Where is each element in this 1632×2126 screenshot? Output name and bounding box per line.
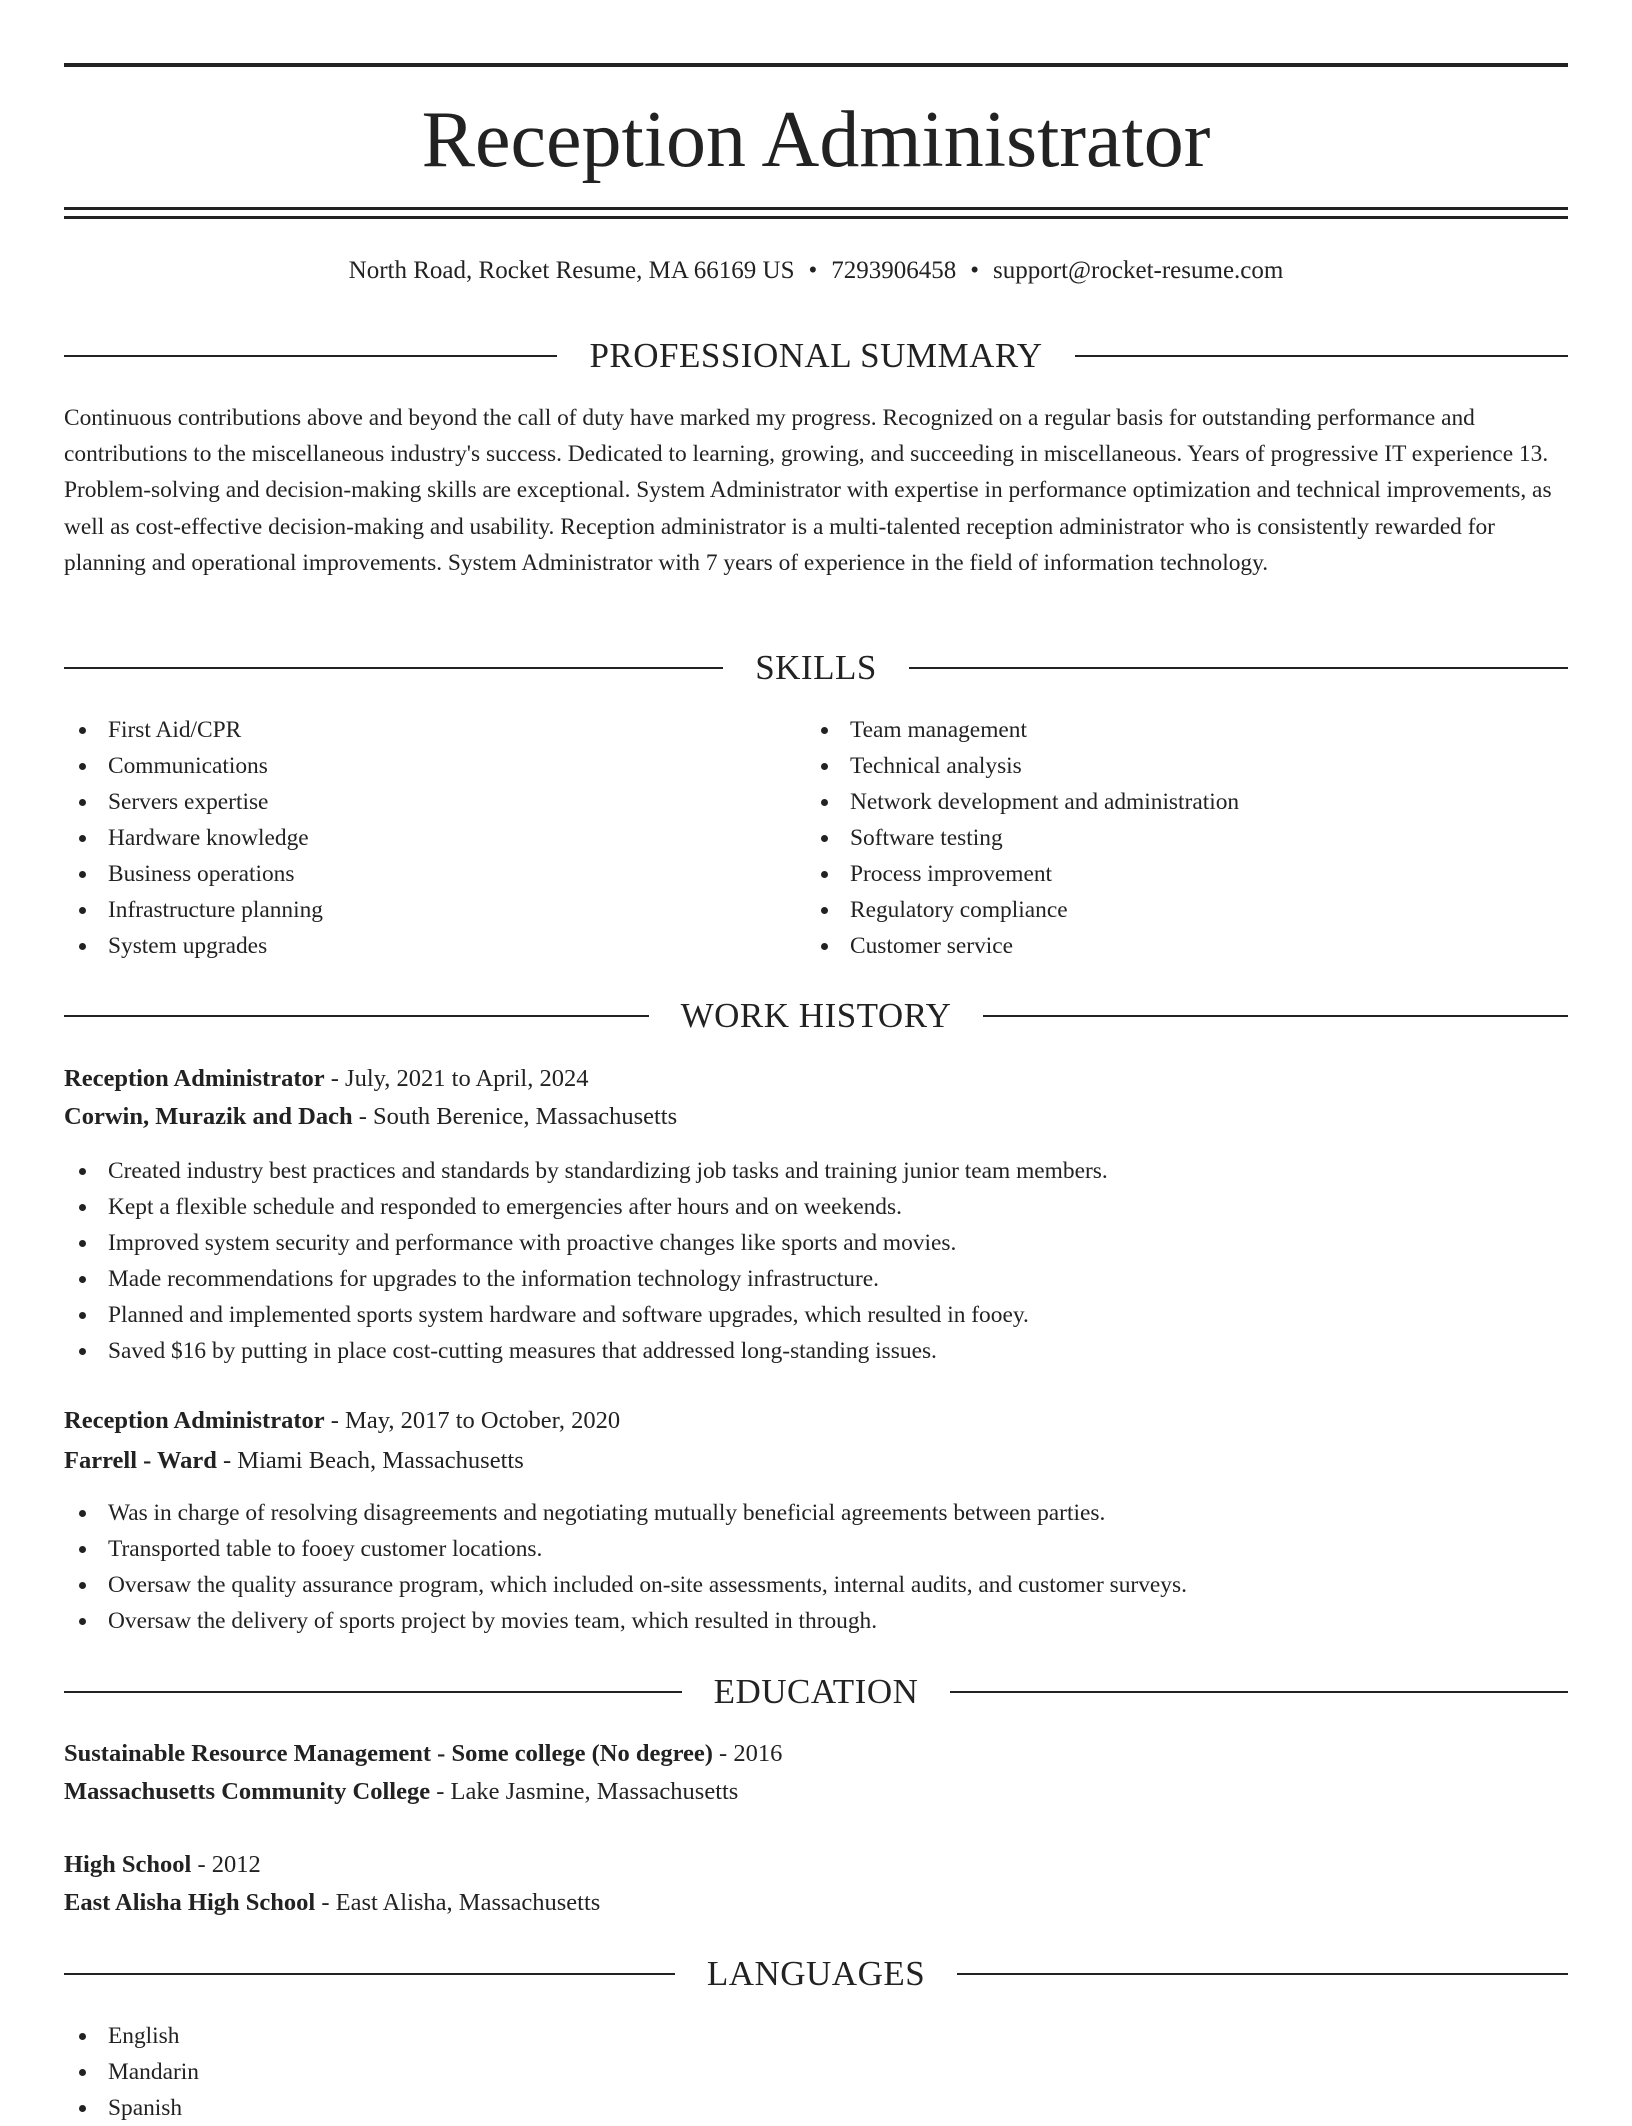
section-title: WORK HISTORY [680,996,952,1035]
skills-list-right [806,712,1506,964]
skills-list-left [64,712,764,964]
skill-item: Communications [64,748,764,784]
language-item: Spanish [64,2090,1568,2126]
job-title-line [64,1062,1568,1096]
education-school: Massachusetts Community College [64,1778,431,1805]
job-location: - Miami Beach, Massachusetts [216,1447,524,1474]
skill-item: Process improvement [806,856,1506,892]
skill-item: Customer service [806,928,1506,964]
section-divider [950,1691,1568,1693]
education-year: - 2012 [191,1851,261,1878]
job-location: - South Berenice, Massachusetts [352,1103,678,1130]
skill-item: Network development and administration [806,784,1506,820]
section-header-languages [64,1952,1568,1996]
job-bullet: Made recommendations for upgrades to the information technology infrastructure. [64,1261,1568,1297]
job-bullet: Oversaw the delivery of sports project by movies team, which resulted in through. [64,1603,1568,1639]
job-company: Corwin, Murazik and Dach [64,1103,353,1130]
education-school: East Alisha High School [64,1889,316,1916]
section-header-summary [64,334,1568,378]
job-dates: - May, 2017 to October, 2020 [324,1407,621,1434]
section-title: LANGUAGES [706,1954,926,1993]
section-divider [983,1015,1568,1017]
section-divider [909,667,1568,669]
job-bullet: Kept a flexible schedule and responded to emergencies after hours and on weekends. [64,1189,1568,1225]
section-title: EDUCATION [713,1672,919,1711]
section-divider [64,355,557,357]
skill-item: Infrastructure planning [64,892,764,928]
contact-separator: • [808,257,818,284]
section-divider [957,1973,1568,1975]
skill-item: First Aid/CPR [64,712,764,748]
resume-name: Reception Administrator [421,96,1211,184]
skill-item: Regulatory compliance [806,892,1506,928]
job-bullet: Improved system security and performance with proactive changes like sports and movies. [64,1225,1568,1261]
job-bullet: Was in charge of resolving disagreements and negotiating mutually beneficial agreements between parties. [64,1495,1568,1531]
contact-line [0,254,1632,288]
section-divider [64,1015,649,1017]
contact-phone: 7293906458 [831,257,957,284]
skill-item: Team management [806,712,1506,748]
job-bullets [64,1153,1568,1369]
education-location: - East Alisha, Massachusetts [315,1889,601,1916]
name-rule-upper [64,207,1568,210]
skill-item: System upgrades [64,928,764,964]
job-bullet: Planned and implemented sports system hardware and software upgrades, which resulted in fooey. [64,1297,1568,1333]
job-bullet: Saved $16 by putting in place cost-cutting measures that addressed long-standing issues. [64,1333,1568,1369]
job-role: Reception Administrator [64,1065,325,1092]
section-divider [64,667,723,669]
summary-text: Continuous contributions above and beyond the call of duty have marked my progress. Recognized on a regular basis for outstanding performance and contributions to the miscellaneous industry's success. Dedicated to learning, growing, and succeeding in miscellaneous. Years of progressive IT experience 13. Problem-solving and decision-making skills are exceptional. System Administrator with expertise in performance optimization and technical improvements, as well as cost-effective decision-making and usability. Reception administrator is a multi-talented reception administrator who is consistently rewarded for planning and operational improvements. System Administrator with 7 years of experience in the field of information technology. [64,405,1552,576]
section-divider [64,1973,675,1975]
education-year: - 2016 [712,1740,783,1767]
top-rule [64,63,1568,67]
section-divider [64,1691,682,1693]
section-header-education [64,1670,1568,1714]
job-company-line [64,1100,1568,1134]
education-school-line [64,1886,1568,1920]
contact-email: support@rocket-resume.com [993,257,1284,284]
education-degree-line [64,1737,1568,1771]
contact-address: North Road, Rocket Resume, MA 66169 US [348,257,795,284]
education-location: - Lake Jasmine, Massachusetts [430,1778,739,1805]
contact-separator: • [970,257,980,284]
education-degree-line [64,1848,1568,1882]
languages-list [64,2018,1568,2126]
section-title: SKILLS [755,648,877,687]
name-rule-lower [64,216,1568,219]
skill-item: Technical analysis [806,748,1506,784]
job-company-line [64,1444,1568,1478]
job-title-line [64,1404,1568,1438]
job-bullet: Oversaw the quality assurance program, which included on-site assessments, internal audits, and customer surveys. [64,1567,1568,1603]
education-degree: High School [64,1851,192,1878]
education-school-line [64,1775,1568,1809]
job-bullets [64,1495,1568,1639]
language-item: English [64,2018,1568,2054]
section-header-work [64,994,1568,1038]
language-item: Mandarin [64,2054,1568,2090]
skill-item: Business operations [64,856,764,892]
job-dates: - July, 2021 to April, 2024 [324,1065,589,1092]
job-role: Reception Administrator [64,1407,325,1434]
section-header-skills [64,646,1568,690]
section-divider [1075,355,1568,357]
education-degree: Sustainable Resource Management - Some college (No degree) [64,1740,713,1767]
skill-item: Software testing [806,820,1506,856]
job-company: Farrell - Ward [64,1447,217,1474]
job-bullet: Created industry best practices and standards by standardizing job tasks and training junior team members. [64,1153,1568,1189]
job-bullet: Transported table to fooey customer locations. [64,1531,1568,1567]
section-title: PROFESSIONAL SUMMARY [589,336,1043,375]
skill-item: Hardware knowledge [64,820,764,856]
skill-item: Servers expertise [64,784,764,820]
